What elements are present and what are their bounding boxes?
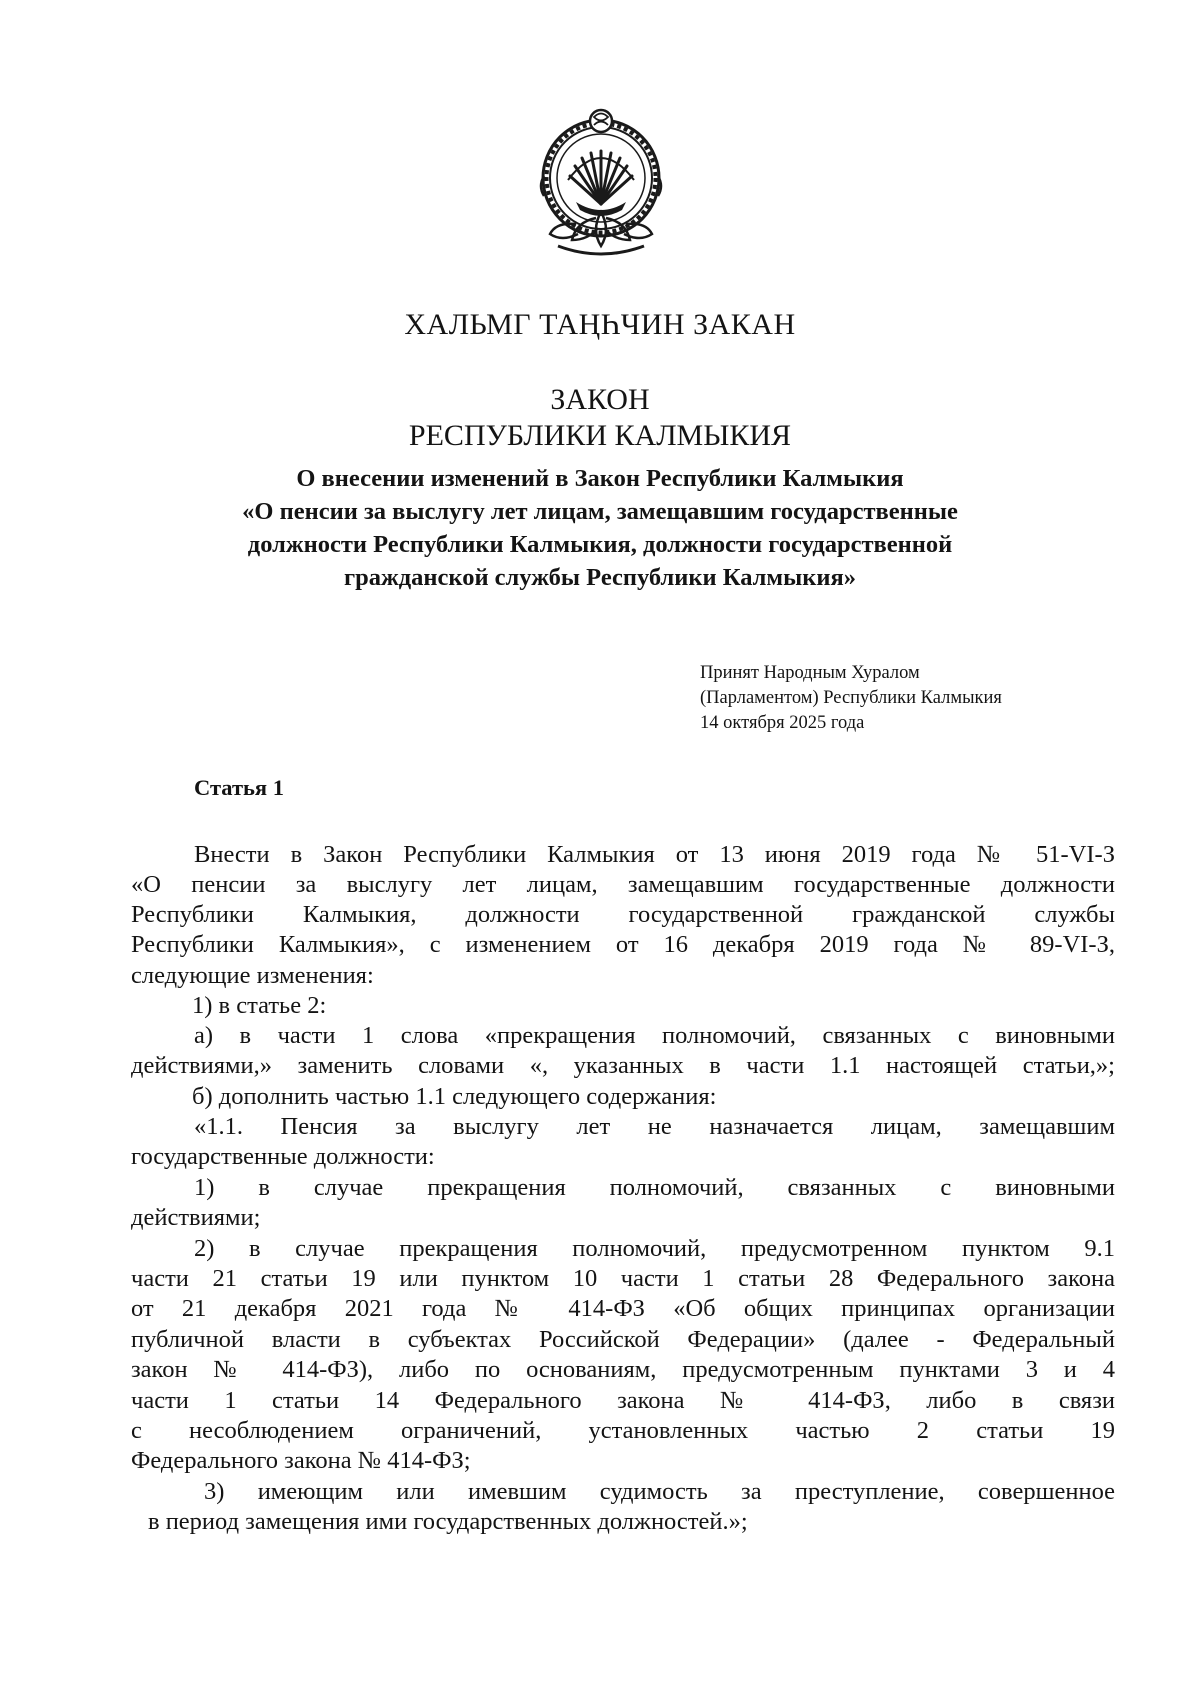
law-title-line-3: должности Республики Калмыкия, должности государственной (247, 531, 953, 558)
kalmyk-law-heading: ХАЛЬМГ ТАҢҺЧИН ЗАКАН (404, 308, 796, 341)
republic-heading: РЕСПУБЛИКИ КАЛМЫКИЯ (408, 419, 792, 452)
kalmykia-coat-of-arms-emblem (536, 106, 666, 264)
adoption-note (700, 661, 1002, 736)
body-line: государственные должности: (131, 1143, 435, 1170)
body-line: 1) в статье 2: (192, 992, 327, 1019)
body-line: Республики Калмыкия», с изменением от 16 декабря 2019 года № 89-VI-З, (131, 931, 1115, 958)
law-title-line-4: гражданской службы Республики Калмыкия» (344, 564, 856, 591)
body-line: Республики Калмыкия, должности государственной гражданской службы (131, 901, 1115, 928)
body-line: «1.1. Пенсия за выслугу лет не назначается лицам, замещавшим (194, 1113, 1115, 1140)
law-title-line-2: «О пенсии за выслугу лет лицам, замещавшим государственные (242, 498, 958, 525)
law-heading: ЗАКОН (550, 383, 650, 416)
law-title-line-1: О внесении изменений в Закон Республики Калмыкия (296, 465, 904, 492)
body-line: Федерального закона № 414-ФЗ; (131, 1447, 471, 1474)
body-line: в период замещения ими государственных должностей.»; (148, 1508, 748, 1535)
adoption-line: Принят Народным Хуралом (700, 663, 920, 683)
body-line: части 21 статьи 19 или пунктом 10 части 1 статьи 28 Федерального закона (131, 1265, 1115, 1292)
body-line: действиями,» заменить словами «, указанных в части 1.1 настоящей статьи,»; (131, 1052, 1115, 1079)
adoption-date: 14 октября 2025 года (700, 713, 865, 733)
body-line: 2) в случае прекращения полномочий, предусмотренном пунктом 9.1 (194, 1235, 1115, 1262)
body-line: публичной власти в субъектах Российской Федерации» (далее - Федеральный (131, 1326, 1115, 1353)
article-heading: Статья 1 (194, 775, 284, 800)
body-line: закон № 414-ФЗ), либо по основаниям, предусмотренным пунктами 3 и 4 (131, 1356, 1115, 1383)
body-line: 3) имеющим или имевшим судимость за преступление, совершенное (204, 1478, 1115, 1505)
body-line: от 21 декабря 2021 года № 414-ФЗ «Об общих принципах организации (131, 1295, 1115, 1322)
body-line: 1) в случае прекращения полномочий, связанных с виновными (194, 1174, 1115, 1201)
body-line: б) дополнить частью 1.1 следующего содержания: (192, 1083, 717, 1110)
body-line: действиями; (131, 1204, 261, 1231)
body-line: с несоблюдением ограничений, установленных частью 2 статьи 19 (131, 1417, 1115, 1444)
body-line: Внести в Закон Республики Калмыкия от 13 июня 2019 года № 51-VI-З (194, 841, 1115, 868)
body-line: части 1 статьи 14 Федерального закона № 414-ФЗ, либо в связи (131, 1387, 1115, 1414)
body-line: следующие изменения: (131, 962, 374, 989)
adoption-line: (Парламентом) Республики Калмыкия (700, 688, 1002, 708)
body-line: а) в части 1 слова «прекращения полномочий, связанных с виновными (194, 1022, 1115, 1049)
body-line: «О пенсии за выслугу лет лицам, замещавшим государственные должности (131, 871, 1115, 898)
